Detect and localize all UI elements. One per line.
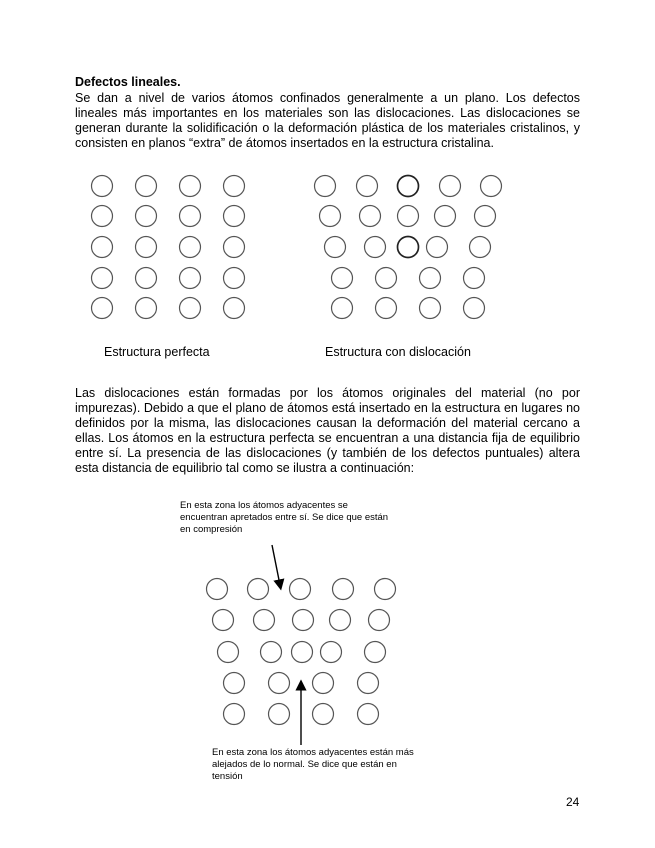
caption-dislocation-structure: Estructura con dislocación: [325, 345, 471, 359]
atom: [464, 298, 485, 319]
compression-note: En esta zona los átomos adyacentes se encuentran apretados entre sí. Se dice que están en compresión: [180, 500, 389, 535]
atom-extra-plane: [398, 176, 419, 197]
atom: [313, 704, 334, 725]
atom: [224, 298, 245, 319]
atom: [92, 206, 113, 227]
atom: [365, 642, 386, 663]
atom: [224, 206, 245, 227]
atom: [315, 176, 336, 197]
atom: [92, 268, 113, 289]
atom: [136, 268, 157, 289]
atom: [180, 268, 201, 289]
atom: [180, 176, 201, 197]
atom: [261, 642, 282, 663]
atom: [269, 673, 290, 694]
stress-diagram: [195, 540, 415, 740]
atom: [180, 206, 201, 227]
atom: [92, 237, 113, 258]
atom: [136, 237, 157, 258]
atom: [92, 298, 113, 319]
caption-perfect-structure: Estructura perfecta: [104, 345, 210, 359]
atom: [332, 298, 353, 319]
dislocation-structure-diagram: [305, 170, 515, 330]
section-heading: Defectos lineales.: [75, 75, 181, 89]
atom: [376, 268, 397, 289]
atom: [333, 579, 354, 600]
atom: [440, 176, 461, 197]
atom: [325, 237, 346, 258]
atom: [224, 268, 245, 289]
atom: [427, 237, 448, 258]
atom: [357, 176, 378, 197]
atom: [369, 610, 390, 631]
body-paragraph: Las dislocaciones están formadas por los átomos originales del material (no por impurezas). Debido a que el plano de átomos está insertado en la estructura en lugares no definidos por la misma, las dislocaciones causan la deformación del material cercano a ellas. Los átomos en la estructura perfecta se encuentran a una distancia fija de equilibrio entre sí. La presencia de las dislocaciones (y también de los defectos puntuales) altera esta distancia de equilibrio tal como se ilustra a continuación:: [75, 386, 580, 475]
atom: [136, 176, 157, 197]
atom: [180, 298, 201, 319]
atom: [136, 298, 157, 319]
atom: [313, 673, 334, 694]
tension-note: En esta zona los átomos adyacentes están más alejados de lo normal. Se dice que están en tensión: [212, 747, 414, 782]
atom: [398, 206, 419, 227]
atom: [376, 298, 397, 319]
atom: [92, 176, 113, 197]
atom: [292, 642, 313, 663]
atom-extra-plane: [398, 237, 419, 258]
page-number: 24: [566, 795, 580, 809]
atom: [180, 237, 201, 258]
perfect-structure-diagram: [85, 170, 255, 330]
atom: [213, 610, 234, 631]
atom: [248, 579, 269, 600]
atom: [330, 610, 351, 631]
atom: [420, 268, 441, 289]
atom: [293, 610, 314, 631]
atom: [481, 176, 502, 197]
atom: [207, 579, 228, 600]
atom: [360, 206, 381, 227]
atom: [420, 298, 441, 319]
atom: [269, 704, 290, 725]
atom: [470, 237, 491, 258]
atom: [224, 704, 245, 725]
atom: [218, 642, 239, 663]
atom: [435, 206, 456, 227]
atom: [475, 206, 496, 227]
atom: [332, 268, 353, 289]
intro-paragraph: Se dan a nivel de varios átomos confinados generalmente a un plano. Los defectos lineales más importantes en los materiales son las dislocaciones. Las dislocaciones se generan durante la solidificación o la deformación plástica de los materiales cristalinos, y consisten en planos “extra” de átomos insertados en la estructura cristalina.: [75, 91, 580, 150]
atom: [224, 673, 245, 694]
atom: [358, 673, 379, 694]
atom: [254, 610, 275, 631]
atom: [224, 176, 245, 197]
atom: [375, 579, 396, 600]
atom: [136, 206, 157, 227]
atom: [358, 704, 379, 725]
atom: [365, 237, 386, 258]
atom: [321, 642, 342, 663]
atom: [464, 268, 485, 289]
atom: [290, 579, 311, 600]
compression-arrow: [272, 545, 280, 585]
atom: [320, 206, 341, 227]
atom: [224, 237, 245, 258]
